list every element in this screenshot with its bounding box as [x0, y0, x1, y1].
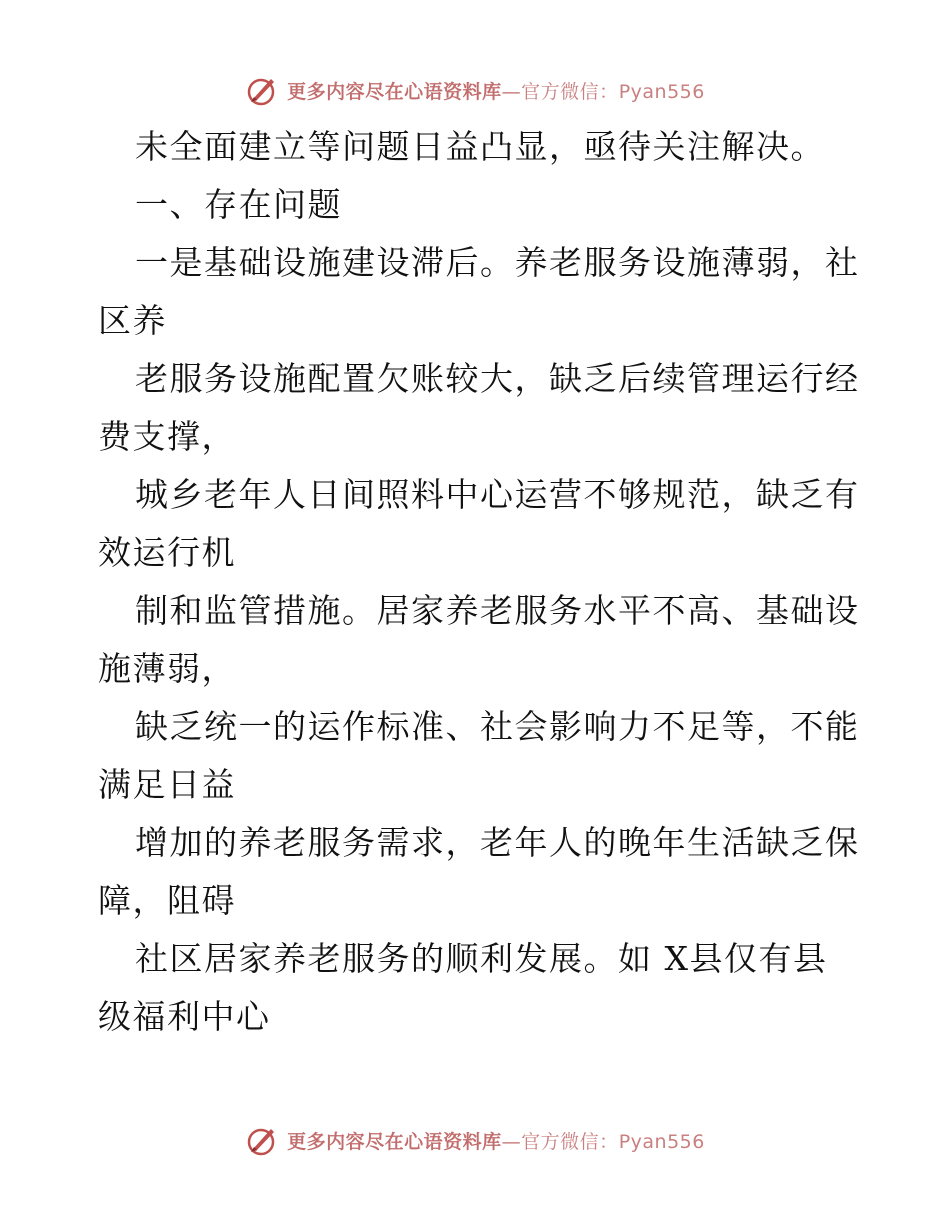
watermark-text: 更多内容尽在心语资料库—官方微信：Pyan556 [287, 80, 705, 103]
quill-logo-icon [245, 1123, 279, 1157]
body-line: 老服务设施配置欠账较大，缺乏后续管理运行经 [135, 359, 860, 398]
body-line: 区养 [98, 301, 167, 340]
footer-watermark [0, 1120, 950, 1160]
body-line: 费支撑， [98, 417, 236, 456]
body-line: 满足日益 [98, 765, 236, 804]
quill-logo-icon [245, 73, 279, 107]
body-line: 缺乏统一的运作标准、社会影响力不足等，不能 [135, 707, 860, 746]
body-line: 社区居家养老服务的顺利发展。如 X县仅有县 [135, 939, 828, 978]
body-line: 效运行机 [98, 533, 236, 572]
body-line: 障，阻碍 [98, 881, 236, 920]
body-line: 城乡老年人日间照料中心运营不够规范，缺乏有 [135, 475, 860, 514]
document-body [98, 118, 858, 1046]
body-line: 施薄弱， [98, 649, 236, 688]
watermark-text: 更多内容尽在心语资料库—官方微信：Pyan556 [287, 1130, 705, 1153]
body-line: 未全面建立等问题日益凸显，亟待关注解决。 [135, 127, 825, 166]
body-line: 增加的养老服务需求，老年人的晚年生活缺乏保 [135, 823, 860, 862]
section-heading: 一、存在问题 [135, 185, 342, 224]
body-line: 级福利中心 [98, 997, 271, 1036]
body-line: 一是基础设施建设滞后。养老服务设施薄弱，社 [135, 243, 860, 282]
header-watermark [0, 70, 950, 110]
body-line: 制和监管措施。居家养老服务水平不高、基础设 [135, 591, 860, 630]
